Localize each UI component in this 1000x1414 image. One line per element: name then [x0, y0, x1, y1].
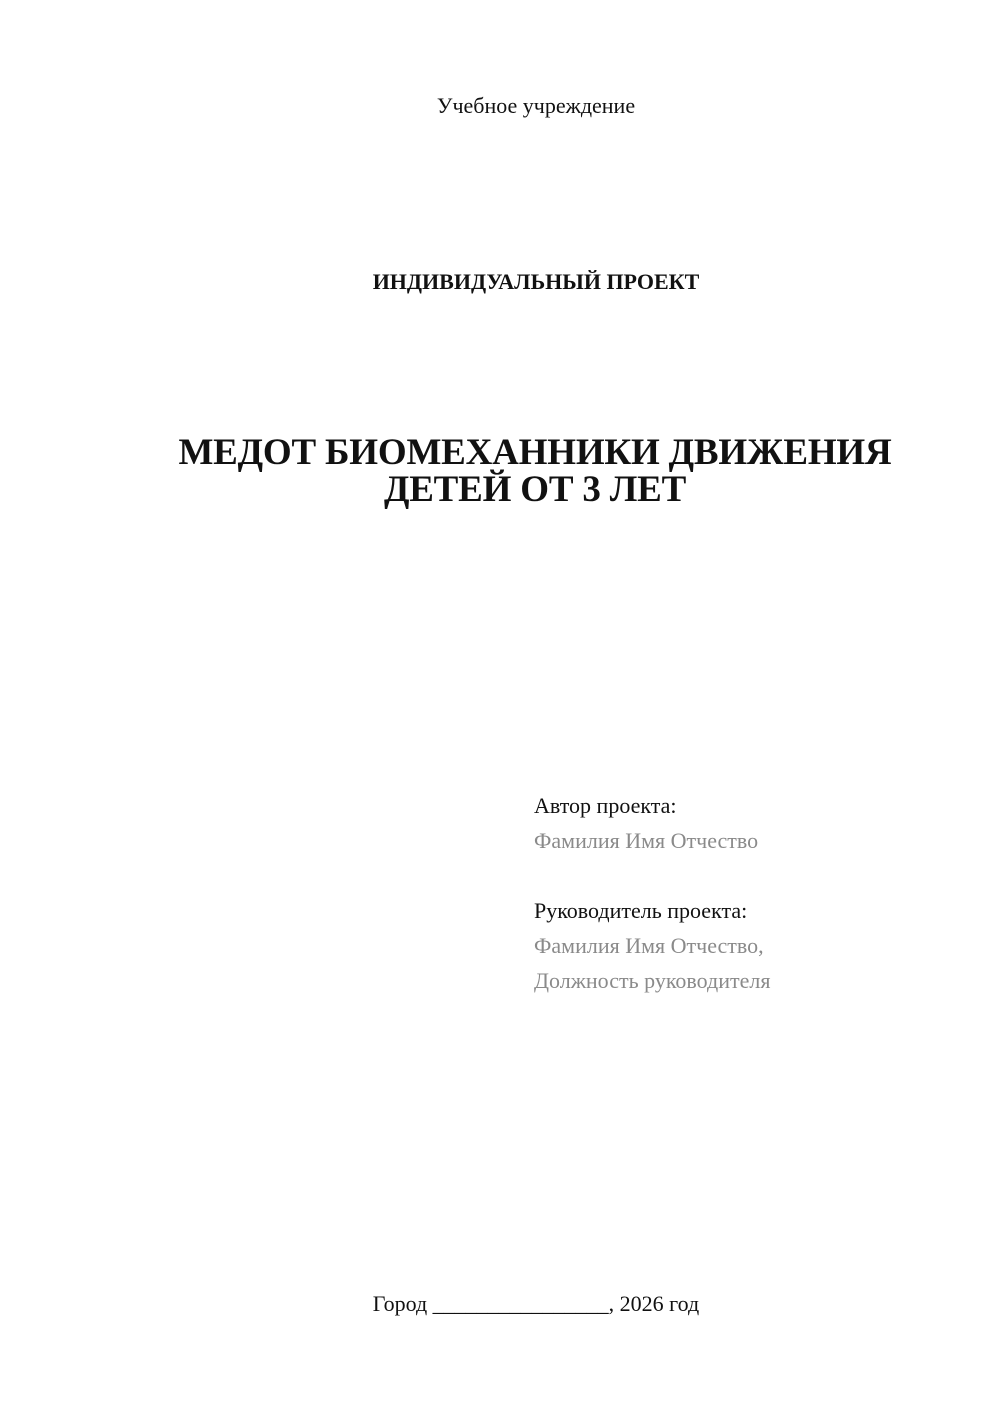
project-type-heading: ИНДИВИДУАЛЬНЫЙ ПРОЕКТ [372, 269, 700, 294]
supervisor-position: Должность руководителя [534, 968, 771, 993]
institution-name: Учебное учреждение [436, 93, 636, 118]
supervisor-block [534, 893, 770, 998]
supervisor-label: Руководитель проекта: [534, 898, 748, 923]
project-title [0, 434, 1000, 508]
city-year-line: Город ________________, 2026 год [372, 1291, 700, 1316]
author-name: Фамилия Имя Отчество [534, 828, 759, 853]
project-title-line-1: МЕДОТ БИОМЕХАННИКИ ДВИЖЕНИЯ [178, 432, 892, 473]
supervisor-name: Фамилия Имя Отчество, [534, 933, 764, 958]
author-label: Автор проекта: [534, 793, 677, 818]
project-title-line-2: ДЕТЕЙ ОТ 3 ЛЕТ [383, 469, 687, 510]
author-block [534, 788, 758, 858]
